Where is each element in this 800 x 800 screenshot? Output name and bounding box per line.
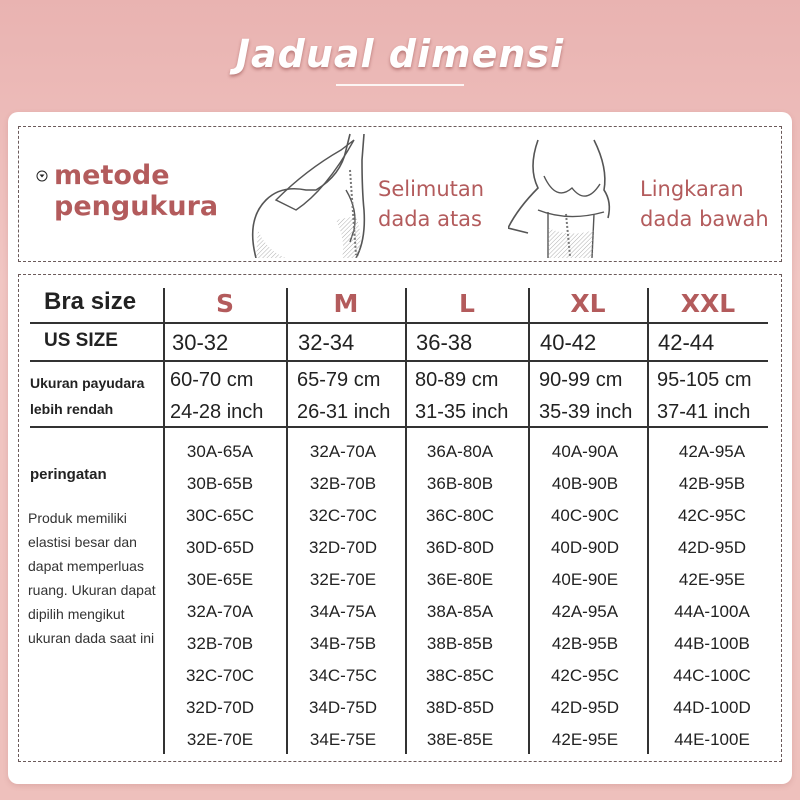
table-line-us <box>30 360 768 362</box>
cup-size-cell: 32D-70D <box>308 538 378 557</box>
cup-size-cell: 30C-65C <box>185 506 255 525</box>
cup-size-cell: 42B-95B <box>551 634 619 653</box>
cup-size-cell: 32B-70B <box>186 634 254 653</box>
bra-size-header: Bra size <box>44 288 137 315</box>
title-underline <box>336 84 464 86</box>
underbust-cell-l <box>415 364 508 428</box>
cup-list-l <box>401 440 519 760</box>
cup-size-cell: 40B-90B <box>551 474 619 493</box>
size-header-xl: XL <box>570 289 606 318</box>
cup-size-cell: 44E-100E <box>674 730 750 749</box>
upper-bust-label-line2: dada atas <box>378 207 482 231</box>
under-bust-figure-illustration <box>508 138 628 258</box>
size-header-s: S <box>215 289 234 318</box>
cup-size-cell: 42B-95B <box>678 474 746 493</box>
cup-size-cell: 34C-75C <box>308 666 378 685</box>
cup-size-cell: 42C-95C <box>677 506 747 525</box>
cup-size-cell: 44D-100D <box>673 698 751 717</box>
underbust-label-line1: Ukuran payudara <box>30 375 145 391</box>
underbust-cm: 90-99 cm <box>539 369 623 391</box>
cup-size-cell: 40A-90A <box>551 442 619 461</box>
underbust-label-line2: lebih rendah <box>30 401 114 417</box>
underbust-cm: 60-70 cm <box>170 369 254 391</box>
cup-size-cell: 36A-80A <box>426 442 494 461</box>
underbust-inch: 26-31 inch <box>297 401 391 423</box>
underbust-label <box>30 370 144 422</box>
upper-bust-figure-illustration <box>246 130 376 258</box>
us-size-xxl: 42-44 <box>658 330 715 355</box>
upper-bust-label <box>378 174 484 234</box>
cup-list-m <box>284 440 402 760</box>
underbust-cell-xl <box>539 364 632 428</box>
size-header-l: L <box>459 289 475 318</box>
underbust-cm: 65-79 cm <box>297 369 381 391</box>
cup-size-cell: 32D-70D <box>185 698 255 717</box>
underbust-cm: 95-105 cm <box>657 369 752 391</box>
underbust-inch: 24-28 inch <box>170 401 264 423</box>
cup-size-cell: 44B-100B <box>674 634 750 653</box>
page-title: Jadual dimensi <box>235 32 565 76</box>
us-size-label: US SIZE <box>44 330 118 351</box>
table-col-divider <box>647 288 649 754</box>
cup-size-cell: 42D-95D <box>550 698 620 717</box>
elasticity-note: Produk memiliki elastisi besar dan dapat memperluas ruang. Ukuran dapat dipilih mengikut ukuran dada saat ini <box>28 510 156 646</box>
cup-size-cell: 42C-95C <box>550 666 620 685</box>
cup-size-cell: 38D-85D <box>425 698 495 717</box>
cup-size-cell: 32E-70E <box>309 570 377 589</box>
us-size-m: 32-34 <box>298 330 355 355</box>
warning-label: peringatan <box>30 466 107 483</box>
cup-size-cell: 42E-95E <box>551 730 619 749</box>
chevron-down-circle-icon <box>36 170 48 182</box>
cup-size-cell: 38C-85C <box>425 666 495 685</box>
cup-size-cell: 30B-65B <box>186 474 254 493</box>
cup-size-cell: 32A-70A <box>186 602 254 621</box>
cup-size-cell: 40C-90C <box>550 506 620 525</box>
cup-size-cell: 34E-75E <box>309 730 377 749</box>
measurement-method-title: metode pengukura <box>54 160 219 222</box>
upper-bust-label-line1: Selimutan <box>378 177 485 201</box>
cup-size-cell: 30E-65E <box>186 570 254 589</box>
cup-size-cell: 42A-95A <box>551 602 619 621</box>
cup-size-cell: 42D-95D <box>677 538 747 557</box>
underbust-inch: 31-35 inch <box>415 401 509 423</box>
cup-size-cell: 32E-70E <box>186 730 254 749</box>
under-bust-label-line1: Lingkaran <box>640 177 744 201</box>
cup-size-cell: 32C-70C <box>185 666 255 685</box>
cup-size-cell: 40D-90D <box>550 538 620 557</box>
underbust-cell-s <box>170 364 263 428</box>
underbust-cell-m <box>297 364 390 428</box>
cup-size-cell: 36C-80C <box>425 506 495 525</box>
table-line-header <box>30 322 768 324</box>
size-header-m: M <box>333 289 359 318</box>
cup-list-xxl <box>653 440 771 760</box>
cup-size-cell: 30D-65D <box>185 538 255 557</box>
us-size-l: 36-38 <box>416 330 473 355</box>
size-header-xxl: XXL <box>680 289 736 318</box>
cup-size-cell: 44C-100C <box>673 666 751 685</box>
us-size-xl: 40-42 <box>540 330 597 355</box>
under-bust-label <box>640 174 769 234</box>
cup-size-cell: 34B-75B <box>309 634 377 653</box>
cup-size-cell: 38B-85B <box>426 634 494 653</box>
cup-size-cell: 32C-70C <box>308 506 378 525</box>
underbust-inch: 35-39 inch <box>539 401 633 423</box>
cup-size-cell: 36B-80B <box>426 474 494 493</box>
cup-size-cell: 42E-95E <box>678 570 746 589</box>
under-bust-label-line2: dada bawah <box>640 207 769 231</box>
cup-size-cell: 42A-95A <box>678 442 746 461</box>
cup-size-cell: 34D-75D <box>308 698 378 717</box>
cup-size-cell: 36E-80E <box>426 570 494 589</box>
cup-size-cell: 36D-80D <box>425 538 495 557</box>
us-size-s: 30-32 <box>172 330 229 355</box>
cup-size-cell: 32A-70A <box>309 442 377 461</box>
cup-size-cell: 34A-75A <box>309 602 377 621</box>
underbust-cm: 80-89 cm <box>415 369 499 391</box>
underbust-inch: 37-41 inch <box>657 401 751 423</box>
cup-size-cell: 40E-90E <box>551 570 619 589</box>
underbust-cell-xxl <box>657 364 752 428</box>
cup-size-cell: 38E-85E <box>426 730 494 749</box>
cup-size-cell: 32B-70B <box>309 474 377 493</box>
cup-size-cell: 30A-65A <box>186 442 254 461</box>
cup-list-s <box>161 440 279 760</box>
cup-size-cell: 38A-85A <box>426 602 494 621</box>
cup-list-xl <box>526 440 644 760</box>
cup-size-cell: 44A-100A <box>674 602 750 621</box>
